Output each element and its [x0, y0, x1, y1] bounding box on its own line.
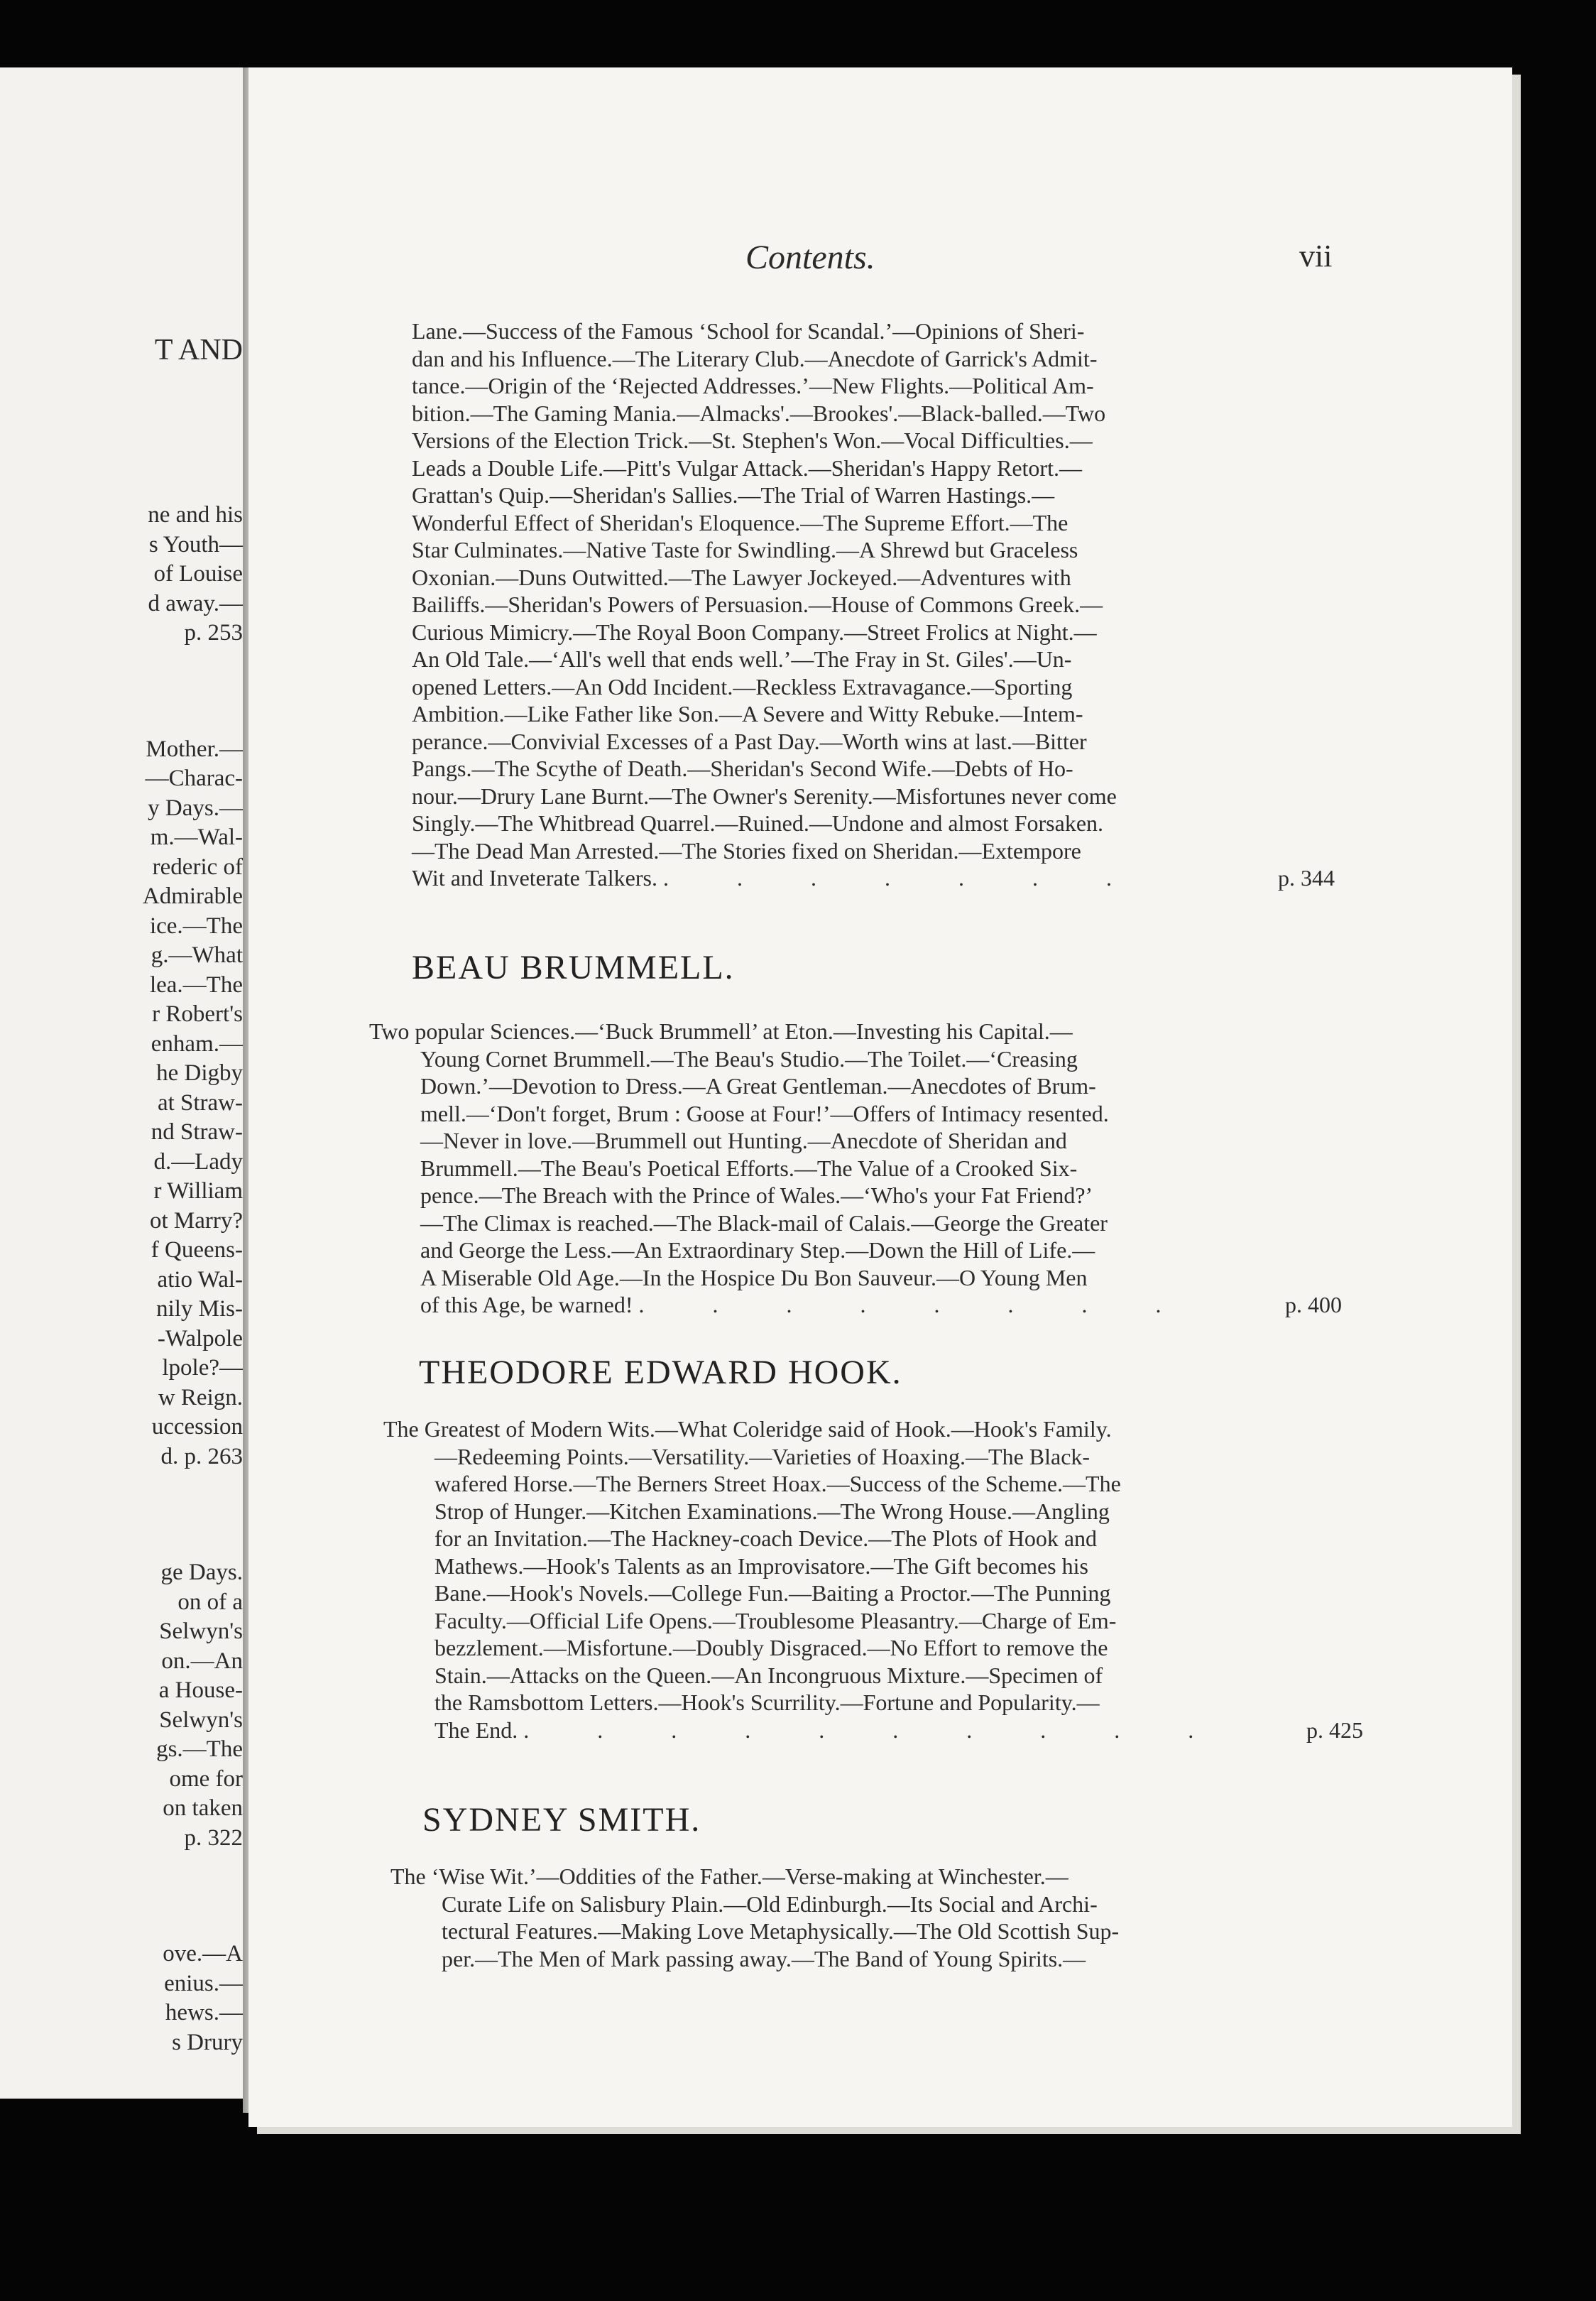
brummell-page-ref: p. 400 — [1285, 1292, 1342, 1317]
left-page-line: Admirable — [142, 883, 243, 909]
smith-heading: SYDNEY SMITH. — [422, 1801, 701, 1839]
text-line: Ambition.—Like Father like Son.—A Severe and Witty Rebuke.—Intem- — [412, 701, 1083, 727]
left-page-line: r William — [153, 1178, 243, 1204]
left-page-line: w Reign. — [158, 1384, 243, 1410]
text-line: bition.—The Gaming Mania.—Almacks'.—Brookes'.—Black-balled.—Two — [412, 400, 1106, 426]
text-line: Leads a Double Life.—Pitt's Vulgar Attack.—Sheridan's Happy Retort.— — [412, 455, 1082, 481]
text-line: Faculty.—Official Life Opens.—Troublesome Pleasantry.—Charge of Em- — [434, 1607, 1117, 1633]
text-line: for an Invitation.—The Hackney-coach Device.—The Plots of Hook and — [434, 1525, 1098, 1551]
text-line: nour.—Drury Lane Burnt.—The Owner's Serenity.—Misfortunes never come — [412, 783, 1117, 809]
left-facing-page — [0, 67, 250, 2099]
left-page-line: Mother.— — [146, 736, 243, 762]
left-page-line: on taken — [163, 1795, 243, 1821]
running-header — [248, 238, 1512, 281]
left-page-line: T AND — [154, 334, 243, 366]
text-line: Pangs.—The Scythe of Death.—Sheridan's Second Wife.—Debts of Ho- — [412, 756, 1073, 781]
text-line: —The Climax is reached.—The Black-mail of Calais.—George the Greater — [420, 1209, 1108, 1236]
text-line: Bane.—Hook's Novels.—College Fun.—Baiting a Proctor.—The Punning — [434, 1580, 1111, 1606]
left-page-line: Selwyn's — [159, 1619, 243, 1644]
left-page-line: p. 322 — [184, 1824, 243, 1851]
left-page-line: gs.—The — [156, 1736, 243, 1762]
text-line: —Redeeming Points.—Versatility.—Varieties of Hoaxing.—The Black- — [434, 1443, 1091, 1469]
text-line: Strop of Hunger.—Kitchen Examinations.—The Wrong House.—Angling — [434, 1498, 1110, 1524]
left-page-line: nd Straw- — [151, 1119, 243, 1145]
smith-first-line: The ‘Wise Wit.’—Oddities of the Father.—Verse-making at Winchester.— — [390, 1864, 1068, 1889]
left-page-line: ge Days. — [160, 1560, 243, 1585]
sheridan-entry — [412, 317, 1335, 892]
left-page-line: ome for — [169, 1766, 243, 1792]
left-page-line: -Walpole — [157, 1325, 243, 1351]
left-page-line: enham.— — [151, 1030, 243, 1057]
running-title: Contents. — [745, 239, 875, 276]
sheridan-last-line — [412, 864, 1335, 892]
text-line: —Never in love.—Brummell out Hunting.—Anecdote of Sheridan and — [420, 1128, 1067, 1153]
sheridan-page-ref: p. 344 — [1278, 865, 1335, 891]
left-page-line: nily Mis- — [156, 1296, 243, 1322]
text-line: Bailiffs.—Sheridan's Powers of Persuasion.—House of Commons Greek.— — [412, 592, 1103, 617]
smith-entry-lines — [390, 1891, 1377, 1973]
left-page-line: enius.— — [164, 1970, 243, 1996]
text-line: opened Letters.—An Odd Incident.—Reckless Extravagance.—Sporting — [412, 673, 1073, 700]
leader-dots: . . . . . . . — [662, 865, 1143, 891]
left-page-line: ot Marry? — [149, 1207, 243, 1234]
hook-last-text: The End. — [434, 1717, 518, 1743]
text-line: mell.—‘Don't forget, Brum : Goose at Four!’—Offers of Intimacy resented. — [420, 1100, 1109, 1126]
text-line: —The Dead Man Arrested.—The Stories fixed on Sheridan.—Extempore — [412, 837, 1081, 864]
left-page-line: uccession — [151, 1414, 243, 1440]
text-line: Oxonian.—Duns Outwitted.—The Lawyer Jockeyed.—Adventures with — [412, 564, 1071, 590]
text-line: perance.—Convivial Excesses of a Past Day.—Worth wins at last.—Bitter — [412, 728, 1087, 754]
left-page-line: on.—An — [161, 1648, 243, 1674]
left-page-line: f Queens- — [151, 1237, 243, 1263]
left-page-line: atio Wal- — [157, 1266, 243, 1293]
right-page — [248, 67, 1512, 2127]
text-line: An Old Tale.—‘All's well that ends well.’—The Fray in St. Giles'.—Un- — [412, 646, 1072, 672]
left-page-line: of Louise — [153, 561, 243, 587]
leader-dots: . . . . . . . . . . — [523, 1717, 1225, 1743]
left-page-line: lea.—The — [149, 972, 243, 998]
brummell-entry — [369, 1018, 1342, 1319]
left-page-line: Selwyn's — [159, 1707, 243, 1733]
left-page-line: he Digby — [156, 1060, 243, 1086]
left-page-line: d. p. 263 — [160, 1443, 243, 1469]
hook-page-ref: p. 425 — [1306, 1717, 1363, 1743]
left-page-line: lpole?— — [162, 1355, 243, 1381]
left-page-line: ne and his — [148, 502, 243, 528]
left-page-line: hews.— — [165, 2000, 243, 2025]
left-page-line: a House- — [158, 1677, 243, 1703]
text-line: Lane.—Success of the Famous ‘School for Scandal.’—Opinions of Sheri- — [412, 318, 1085, 344]
text-line: wafered Horse.—The Berners Street Hoax.—Success of the Scheme.—The — [434, 1471, 1121, 1496]
left-page-line: rederic of — [152, 854, 243, 880]
text-line: Curate Life on Salisbury Plain.—Old Edinburgh.—Its Social and Archi- — [442, 1891, 1098, 1917]
text-line: the Ramsbottom Letters.—Hook's Scurrility.—Fortune and Popularity.— — [434, 1690, 1100, 1715]
left-page-line: at Straw- — [157, 1089, 243, 1116]
left-page-line: s Youth— — [148, 531, 243, 557]
hook-entry-lines — [383, 1443, 1363, 1717]
brummell-last-line — [369, 1291, 1342, 1319]
text-line: tectural Features.—Making Love Metaphysically.—The Old Scottish Sup- — [442, 1918, 1120, 1944]
brummell-last-text: of this Age, be warned! — [420, 1292, 633, 1317]
hook-last-line — [383, 1717, 1363, 1744]
left-page-line: d away.— — [148, 590, 243, 616]
left-page-line: —Charac- — [145, 766, 243, 791]
left-page-line: ice.—The — [149, 913, 243, 939]
text-line: bezzlement.—Misfortune.—Doubly Disgraced.—No Effort to remove the — [434, 1635, 1108, 1660]
left-page-line: d.—Lady — [153, 1148, 243, 1175]
brummell-entry-lines — [369, 1045, 1342, 1292]
text-line: tance.—Origin of the ‘Rejected Addresses.’—New Flights.—Political Am- — [412, 373, 1094, 398]
smith-entry — [390, 1863, 1377, 1972]
left-page-line: g.—What — [151, 942, 243, 968]
text-line: Down.’—Devotion to Dress.—A Great Gentleman.—Anecdotes of Brum- — [420, 1073, 1096, 1099]
left-page-line: s Drury — [172, 2029, 243, 2055]
page-number: vii — [1299, 239, 1333, 273]
text-line: Stain.—Attacks on the Queen.—An Incongruous Mixture.—Specimen of — [434, 1662, 1103, 1688]
sheridan-last-text: Wit and Inveterate Talkers. — [412, 865, 657, 891]
left-page-line: y Days.— — [148, 795, 243, 821]
left-page-line: on of a — [177, 1589, 243, 1615]
sheridan-entry-lines — [412, 317, 1335, 864]
hook-entry — [383, 1415, 1363, 1744]
left-page-line: ove.—A — [163, 1941, 243, 1967]
text-line: Versions of the Election Trick.—St. Stephen's Won.—Vocal Difficulties.— — [412, 428, 1093, 453]
brummell-first-line: Two popular Sciences.—‘Buck Brummell’ at Eton.—Investing his Capital.— — [369, 1018, 1073, 1044]
leader-dots: . . . . . . . . — [638, 1292, 1193, 1317]
text-line: Star Culminates.—Native Taste for Swindling.—A Shrewd but Graceless — [412, 537, 1078, 562]
text-line: Wonderful Effect of Sheridan's Eloquence.—The Supreme Effort.—The — [412, 509, 1068, 535]
text-line: and George the Less.—An Extraordinary Step.—Down the Hill of Life.— — [420, 1237, 1095, 1263]
brummell-heading: BEAU BRUMMELL. — [412, 949, 735, 986]
text-line: A Miserable Old Age.—In the Hospice Du Bon Sauveur.—O Young Men — [420, 1264, 1088, 1290]
text-line: Singly.—The Whitbread Quarrel.—Ruined.—Undone and almost Forsaken. — [412, 810, 1104, 836]
text-line: per.—The Men of Mark passing away.—The Band of Young Spirits.— — [442, 1945, 1086, 1971]
text-line: Grattan's Quip.—Sheridan's Sallies.—The Trial of Warren Hastings.— — [412, 482, 1055, 508]
text-line: Young Cornet Brummell.—The Beau's Studio.—The Toilet.—‘Creasing — [420, 1045, 1078, 1072]
left-page-line: p. 253 — [184, 620, 243, 646]
text-line: Brummell.—The Beau's Poetical Efforts.—The Value of a Crooked Six- — [420, 1155, 1078, 1181]
hook-heading: THEODORE EDWARD HOOK. — [419, 1354, 902, 1391]
text-line: Curious Mimicry.—The Royal Boon Company.—Street Frolics at Night.— — [412, 619, 1097, 645]
left-page-line: m.—Wal- — [150, 825, 243, 850]
text-line: Mathews.—Hook's Talents as an Improvisatore.—The Gift becomes his — [434, 1552, 1088, 1579]
text-line: dan and his Influence.—The Literary Club.—Anecdote of Garrick's Admit- — [412, 345, 1098, 371]
text-line: pence.—The Breach with the Prince of Wales.—‘Who's your Fat Friend?’ — [420, 1182, 1093, 1208]
left-page-line: r Robert's — [152, 1001, 243, 1027]
hook-first-line: The Greatest of Modern Wits.—What Coleridge said of Hook.—Hook's Family. — [383, 1416, 1112, 1442]
